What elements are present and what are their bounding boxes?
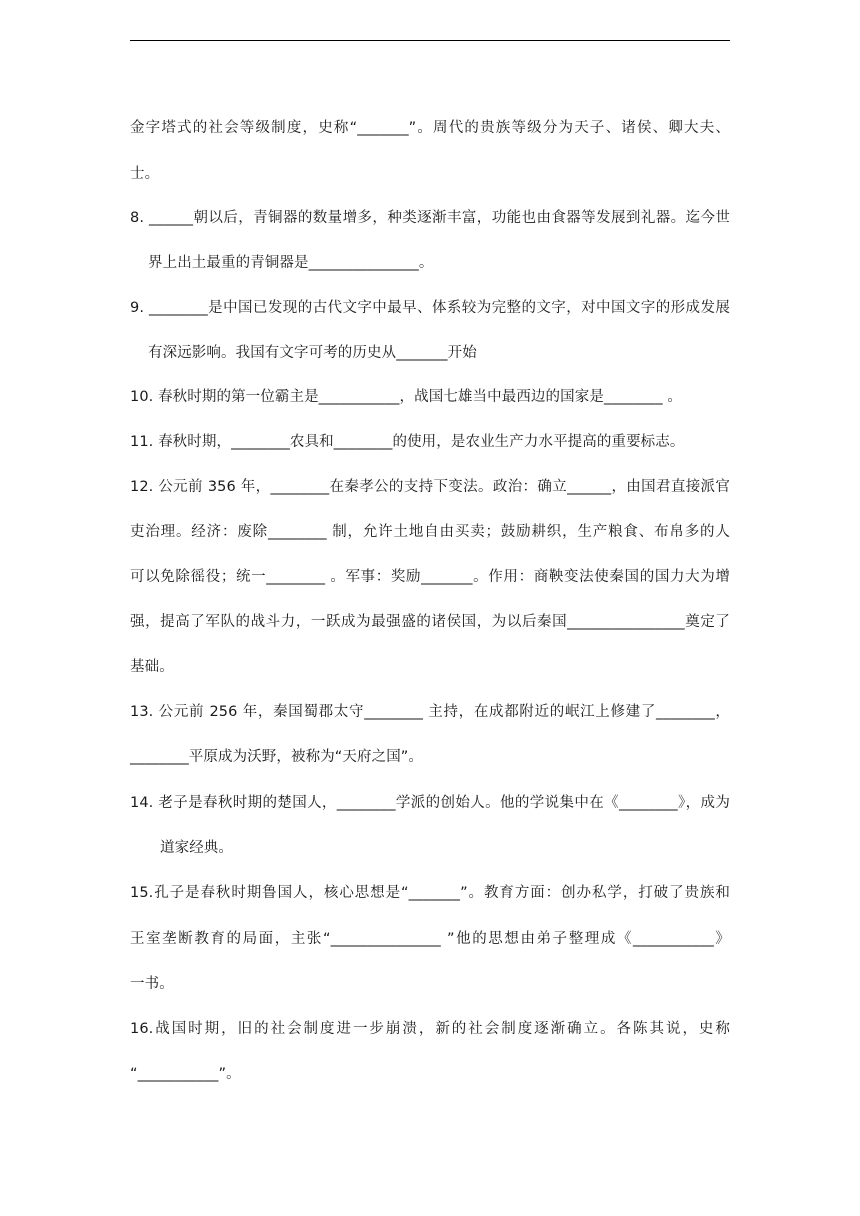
header-rule	[130, 40, 730, 41]
question-15-line-3: 一书。	[130, 976, 174, 992]
question-10: 10. 春秋时期的第一位霸主是___________，战国七雄当中最西边的国家是________ 。	[130, 389, 683, 405]
question-13-line-2: ________平原成为沃野，被称为“天府之国”。	[130, 749, 424, 765]
question-8-line-1: 8. ______朝以后，青铜器的数量增多，种类逐渐丰富，功能也由食器等发展到礼器。迄今世	[130, 210, 730, 226]
question-12-line-4: 强，提高了军队的战斗力，一跃成为最强盛的诸侯国，为以后秦国________________奠定了	[130, 614, 730, 630]
question-15-line-1: 15.孔子是春秋时期鲁国人，核心思想是“_______”。教育方面：创办私学，打破了贵族和	[130, 885, 730, 901]
question-12-line-3: 可以免除徭役；统一________ 。军事：奖励_______。作用：商鞅变法使秦国的国力大为增	[130, 569, 730, 585]
question-15-line-2: 王室垄断教育的局面，主张“_______________ ”他的思想由弟子整理成《___________》	[130, 931, 730, 947]
question-16-line-2: “___________”。	[130, 1066, 241, 1082]
question-9-line-1: 9. ________是中国已发现的古代文字中最早、体系较为完整的文字，对中国文字的形成发展	[130, 300, 730, 316]
question-9-line-2: 有深远影响。我国有文字可考的历史从_______开始	[148, 345, 477, 361]
question-16-line-1: 16.战国时期，旧的社会制度进一步崩溃，新的社会制度逐渐确立。各陈其说，史称	[130, 1021, 730, 1037]
question-12-line-2: 吏治理。经济：废除________ 制，允许土地自由买卖；鼓励耕织，生产粮食、布帛多的人	[130, 524, 730, 540]
question-14-line-2: 道家经典。	[160, 840, 233, 856]
question-12-line-5: 基础。	[130, 659, 174, 675]
question-11: 11. 春秋时期，________农具和________的使用，是农业生产力水平提高的重要标志。	[130, 434, 685, 450]
text-line-1: 金字塔式的社会等级制度，史称“_______”。周代的贵族等级分为天子、诸侯、卿大夫、	[130, 120, 730, 136]
question-14-line-1: 14. 老子是春秋时期的楚国人，________学派的创始人。他的学说集中在《________》，成为	[130, 795, 730, 811]
question-12-line-1: 12. 公元前 356 年，________在秦孝公的支持下变法。政治：确立______，由国君直接派官	[130, 479, 730, 495]
text-line-2: 士。	[130, 166, 160, 182]
question-8-line-2: 界上出土最重的青铜器是_______________。	[148, 255, 434, 271]
question-13-line-1: 13. 公元前 256 年，秦国蜀郡太守________ 主持，在成都附近的岷江上修建了________，	[130, 704, 730, 720]
